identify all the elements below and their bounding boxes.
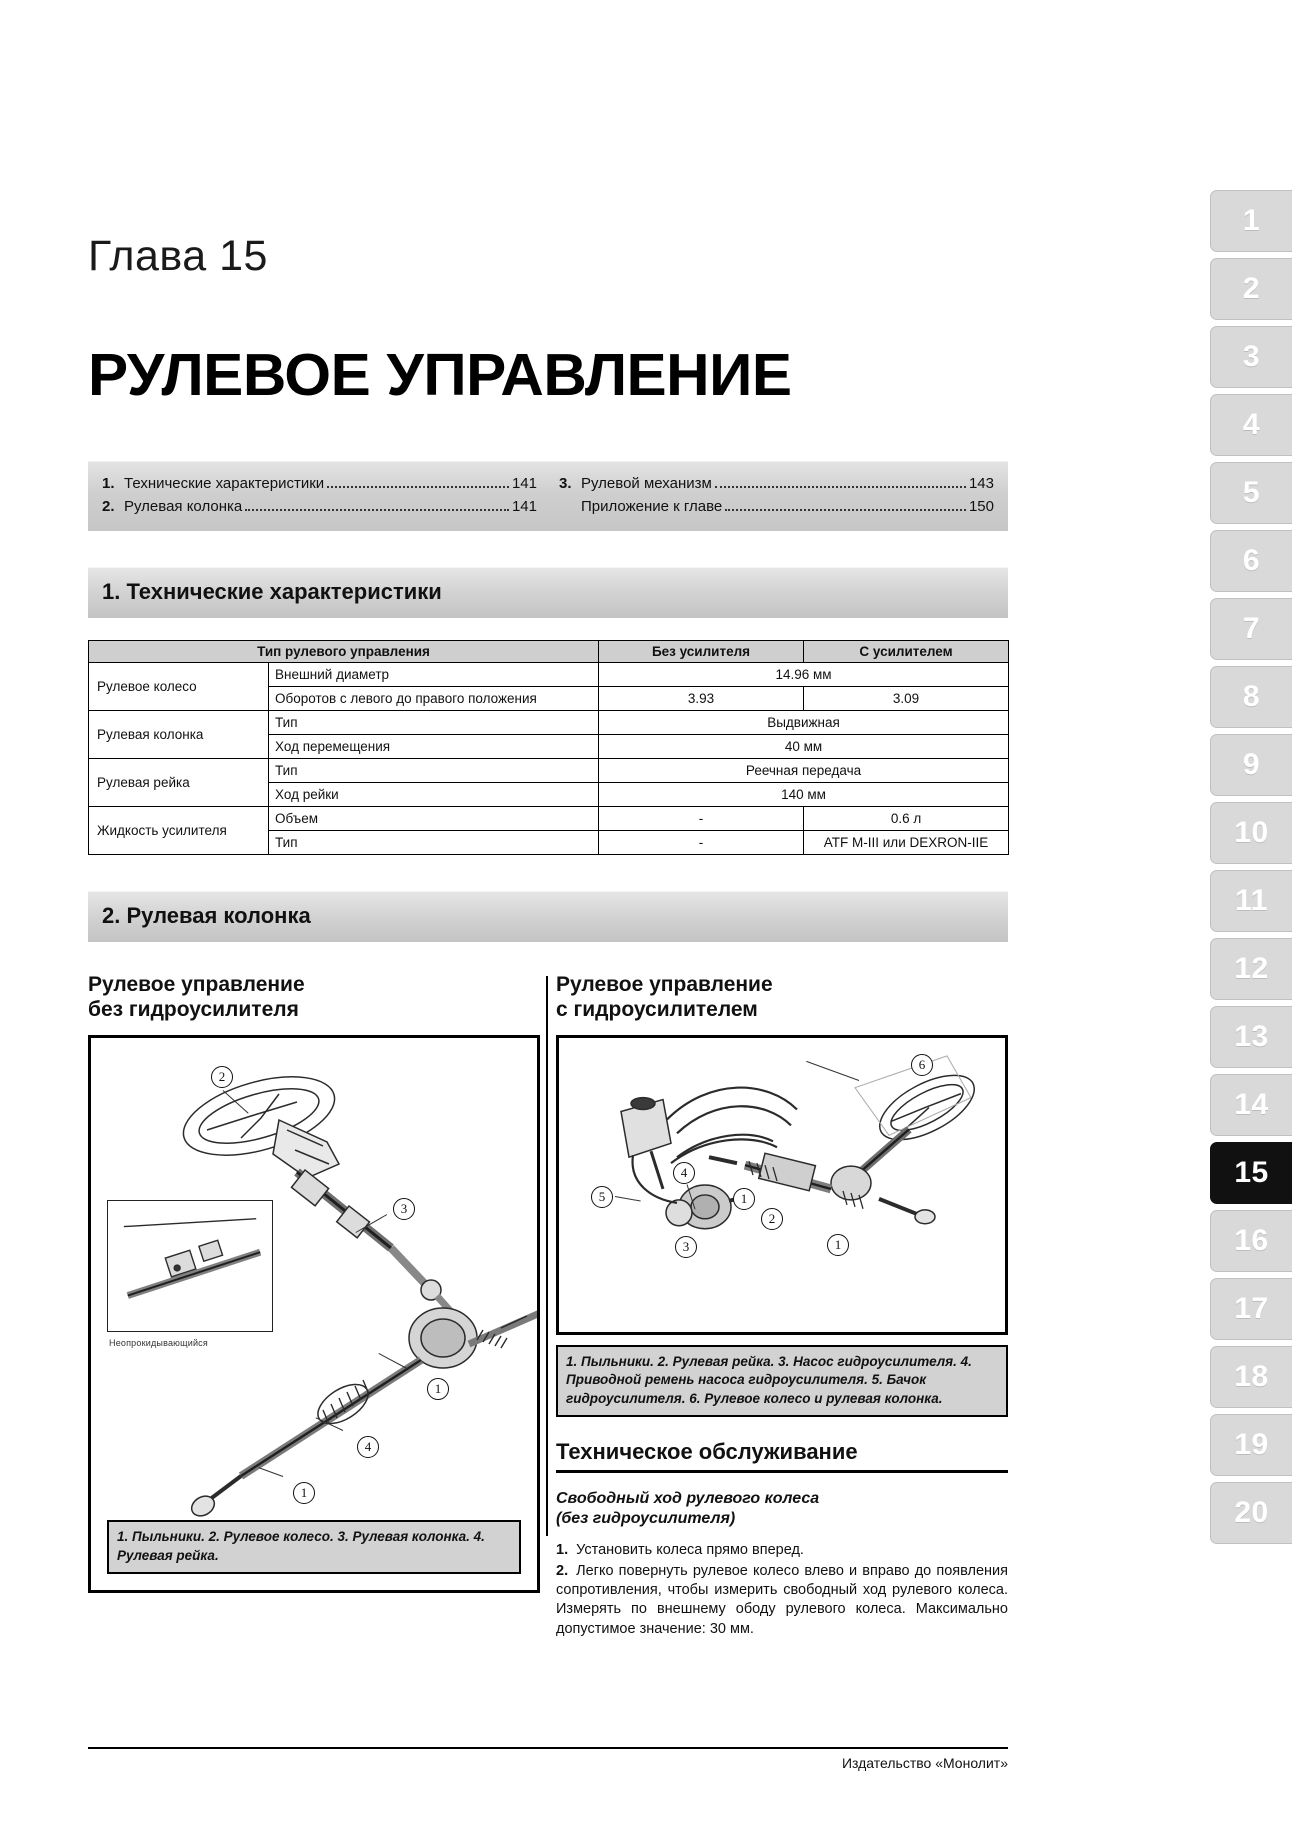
spec-param: Тип: [269, 710, 599, 734]
section-header-steering-column: 2. Рулевая колонка: [88, 891, 1008, 942]
power-steering-diagram: [559, 1038, 1005, 1332]
chapter-tab-16[interactable]: 16: [1210, 1210, 1292, 1272]
chapter-tab-20[interactable]: 20: [1210, 1482, 1292, 1544]
table-row: [89, 710, 1009, 734]
figure-right-heading-line1: Рулевое управление: [556, 972, 773, 996]
col-header-type: Тип рулевого управления: [89, 640, 599, 662]
callout-1a: 1: [733, 1188, 755, 1210]
spec-value-both: 40 мм: [599, 734, 1009, 758]
chapter-tab-8[interactable]: 8: [1210, 666, 1292, 728]
chapter-tab-13[interactable]: 13: [1210, 1006, 1292, 1068]
toc-leader-dots: [327, 486, 509, 488]
toc-label: Приложение к главе: [581, 498, 723, 516]
step-number: 2.: [556, 1562, 569, 1579]
spec-group-steering-rack: Рулевая рейка: [89, 758, 269, 806]
table-header-row: [89, 640, 1009, 662]
chapter-tab-6[interactable]: 6: [1210, 530, 1292, 592]
chapter-tab-2[interactable]: 2: [1210, 258, 1292, 320]
col-header-with-assist: С усилителем: [804, 640, 1009, 662]
chapter-tab-9[interactable]: 9: [1210, 734, 1292, 796]
callout-3: 3: [393, 1198, 415, 1220]
chapter-tab-12[interactable]: 12: [1210, 938, 1292, 1000]
spec-group-steering-column: Рулевая колонка: [89, 710, 269, 758]
spec-param: Ход перемещения: [269, 734, 599, 758]
step-number: 1.: [556, 1541, 569, 1558]
figures-area: [88, 972, 1008, 1642]
table-row: [89, 662, 1009, 686]
callout-4: 4: [673, 1162, 695, 1184]
table-of-contents: [88, 461, 1008, 531]
chapter-label: Глава 15: [88, 232, 268, 280]
chapter-tab-4[interactable]: 4: [1210, 394, 1292, 456]
toc-page: 141: [511, 498, 537, 516]
toc-leader-dots: [725, 509, 966, 511]
figure-right-caption: 1. Пыльники. 2. Рулевая рейка. 3. Насос гидроусилителя. 4. Приводной ремень насоса гидроусилителя. 5. Бачок гидроусилителя. 6. Рулевое колесо и рулевая колонка.: [556, 1345, 1008, 1417]
spec-value-both: 140 мм: [599, 782, 1009, 806]
footer-divider: [88, 1747, 1008, 1749]
callout-1a: 1: [427, 1378, 449, 1400]
page-content: [88, 0, 1008, 1641]
toc-column-left: [102, 472, 537, 519]
spec-value-with: 3.09: [804, 686, 1009, 710]
section-header-specifications: 1. Технические характеристики: [88, 567, 1008, 618]
spec-value-both: Выдвижная: [599, 710, 1009, 734]
figure-left-inset: [107, 1200, 273, 1332]
table-row: [89, 806, 1009, 830]
spec-group-assist-fluid: Жидкость усилителя: [89, 806, 269, 854]
maintenance-subheading: [556, 1489, 1008, 1529]
maintenance-heading: Техническое обслуживание: [556, 1439, 1008, 1473]
spec-param: Оборотов с левого до правого положения: [269, 686, 599, 710]
maintenance-steps: [556, 1541, 1008, 1639]
page-footer: [88, 1747, 1008, 1771]
specifications-table: [88, 640, 1009, 855]
callout-6: 6: [911, 1054, 933, 1076]
spec-param: Объем: [269, 806, 599, 830]
step-text: Легко повернуть рулевое колесо влево и вправо до появления сопротивления, чтобы измерить свободный ход рулевого колеса. Измерять по внешнему ободу рулевого колеса. Максимально допустимое значение: 30 мм.: [556, 1562, 1008, 1637]
spec-value-with: 0.6 л: [804, 806, 1009, 830]
toc-number: 2.: [102, 498, 115, 516]
spec-param: Тип: [269, 758, 599, 782]
spec-value-without: 3.93: [599, 686, 804, 710]
toc-label: Технические характеристики: [124, 475, 325, 492]
spec-value-both: 14.96 мм: [599, 662, 1009, 686]
spec-param: Внешний диаметр: [269, 662, 599, 686]
figure-block-power-steering: [556, 972, 1008, 1642]
chapter-tab-19[interactable]: 19: [1210, 1414, 1292, 1476]
chapter-tab-18[interactable]: 18: [1210, 1346, 1292, 1408]
chapter-tab-17[interactable]: 17: [1210, 1278, 1292, 1340]
toc-entry[interactable]: [102, 495, 537, 518]
inset-detail-diagram: [108, 1201, 272, 1331]
chapter-tab-3[interactable]: 3: [1210, 326, 1292, 388]
toc-entry[interactable]: [102, 472, 537, 495]
toc-leader-dots: [245, 509, 509, 511]
callout-4: 4: [357, 1436, 379, 1458]
maintenance-subheading-line2: (без гидроусилителя): [556, 1509, 736, 1527]
chapter-tab-15[interactable]: 15: [1210, 1142, 1292, 1204]
toc-label: Рулевая колонка: [124, 498, 243, 516]
callout-3: 3: [675, 1236, 697, 1258]
callout-1b: 1: [827, 1234, 849, 1256]
table-row: [89, 758, 1009, 782]
column-divider: [546, 976, 548, 1536]
publisher-name: Издательство «Монолит»: [841, 1755, 1008, 1771]
callout-1b: 1: [293, 1482, 315, 1504]
toc-leader-dots: [715, 486, 966, 488]
spec-value-without: -: [599, 806, 804, 830]
figure-right-heading: [556, 972, 1008, 1023]
chapter-tab-10[interactable]: 10: [1210, 802, 1292, 864]
callout-2: 2: [761, 1208, 783, 1230]
spec-value-with: ATF M-III или DEXRON-IIE: [804, 830, 1009, 854]
spec-value-both: Реечная передача: [599, 758, 1009, 782]
toc-number: 3.: [559, 475, 572, 492]
toc-page: 150: [968, 498, 994, 516]
maintenance-step: [556, 1541, 1008, 1560]
figure-right-image: [556, 1035, 1008, 1335]
spec-value-without: -: [599, 830, 804, 854]
chapter-tab-11[interactable]: 11: [1210, 870, 1292, 932]
toc-entry[interactable]: [559, 472, 994, 495]
step-text: Установить колеса прямо вперед.: [576, 1541, 804, 1558]
toc-page: 141: [511, 475, 537, 492]
figure-left-heading-line1: Рулевое управление: [88, 972, 305, 996]
spec-group-steering-wheel: Рулевое колесо: [89, 662, 269, 710]
figure-left-heading-line2: без гидроусилителя: [88, 998, 299, 1022]
toc-number: 1.: [102, 475, 115, 492]
spec-param: Тип: [269, 830, 599, 854]
figure-block-manual-steering: [88, 972, 540, 1642]
col-header-without-assist: Без усилителя: [599, 640, 804, 662]
figure-right-heading-line2: с гидроусилителем: [556, 998, 758, 1022]
chapter-tab-7[interactable]: 7: [1210, 598, 1292, 660]
maintenance-step: [556, 1562, 1008, 1639]
toc-page: 143: [968, 475, 994, 492]
inset-label: Неопрокидывающийся: [109, 1337, 208, 1348]
figure-left-heading: [88, 972, 540, 1023]
callout-5: 5: [591, 1186, 613, 1208]
page-title: РУЛЕВОЕ УПРАВЛЕНИЕ: [88, 342, 792, 408]
toc-label: Рулевой механизм: [581, 475, 712, 492]
chapter-tab-1[interactable]: 1: [1210, 190, 1292, 252]
callout-2: 2: [211, 1066, 233, 1088]
figure-left-caption: 1. Пыльники. 2. Рулевое колесо. 3. Рулевая колонка. 4. Рулевая рейка.: [107, 1520, 521, 1573]
figure-left-image: [88, 1035, 540, 1593]
toc-entry[interactable]: [559, 495, 994, 518]
chapter-tab-14[interactable]: 14: [1210, 1074, 1292, 1136]
chapter-tab-5[interactable]: 5: [1210, 462, 1292, 524]
chapter-tab-rail: [1210, 190, 1292, 1544]
spec-param: Ход рейки: [269, 782, 599, 806]
toc-column-right: [559, 472, 994, 519]
maintenance-subheading-line1: Свободный ход рулевого колеса: [556, 1489, 820, 1507]
